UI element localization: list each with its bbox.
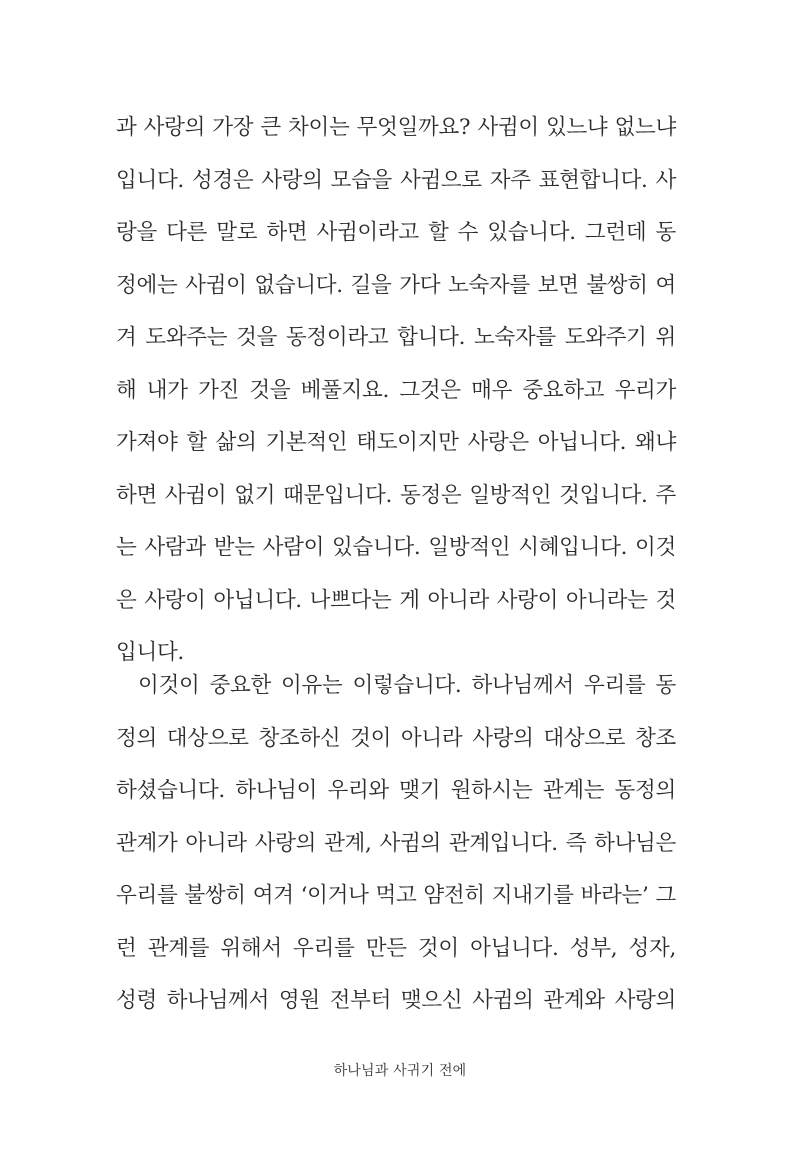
running-footer-title: 하나님과 사귀기 전에 [333, 1063, 467, 1079]
paragraph-1 [116, 102, 676, 680]
text-line: 입니다. 성경은 사랑의 모습을 사귐으로 자주 표현합니다. 사 [116, 167, 676, 193]
text-line: 과 사랑의 가장 큰 차이는 무엇일까요? 사귐이 있느냐 없느냐 [116, 115, 676, 140]
text-line: 정에는 사귐이 없습니다. 길을 가다 노숙자를 보면 불쌍히 여 [116, 272, 676, 298]
text-line: 이것이 중요한 이유는 이렇습니다. 하나님께서 우리를 동 [138, 673, 676, 698]
text-line: 우리를 불쌍히 여겨 ‘이거나 먹고 얌전히 지내기를 바라는’ 그 [116, 883, 676, 908]
text-line: 해 내가 가진 것을 베풀지요. 그것은 매우 중요하고 우리가 [116, 377, 676, 403]
paragraph-2 [116, 660, 676, 1028]
text-line: 런 관계를 위해서 우리를 만든 것이 아닙니다. 성부, 성자, [116, 935, 676, 961]
text-line: 관계가 아니라 사랑의 관계, 사귐의 관계입니다. 즉 하나님은 [116, 830, 676, 856]
text-line: 성령 하나님께서 영원 전부터 맺으신 사귐의 관계와 사랑의 [116, 988, 676, 1013]
text-line: 하면 사귐이 없기 때문입니다. 동정은 일방적인 것입니다. 주 [116, 482, 676, 508]
text-line: 정의 대상으로 창조하신 것이 아니라 사랑의 대상으로 창조 [116, 725, 676, 751]
text-line: 랑을 다른 말로 하면 사귐이라고 할 수 있습니다. 그런데 동 [116, 220, 676, 245]
text-line: 은 사랑이 아닙니다. 나쁘다는 게 아니라 사랑이 아니라는 것 [116, 587, 676, 613]
text-line: 겨 도와주는 것을 동정이라고 합니다. 노숙자를 도와주기 위 [116, 325, 676, 350]
text-line: 입니다. [116, 640, 184, 665]
text-line: 가져야 할 삶의 기본적인 태도이지만 사랑은 아닙니다. 왜냐 [116, 430, 676, 455]
text-line: 는 사람과 받는 사람이 있습니다. 일방적인 시혜입니다. 이것 [116, 535, 676, 560]
text-line: 하셨습니다. 하나님이 우리와 맺기 원하시는 관계는 동정의 [116, 778, 676, 803]
